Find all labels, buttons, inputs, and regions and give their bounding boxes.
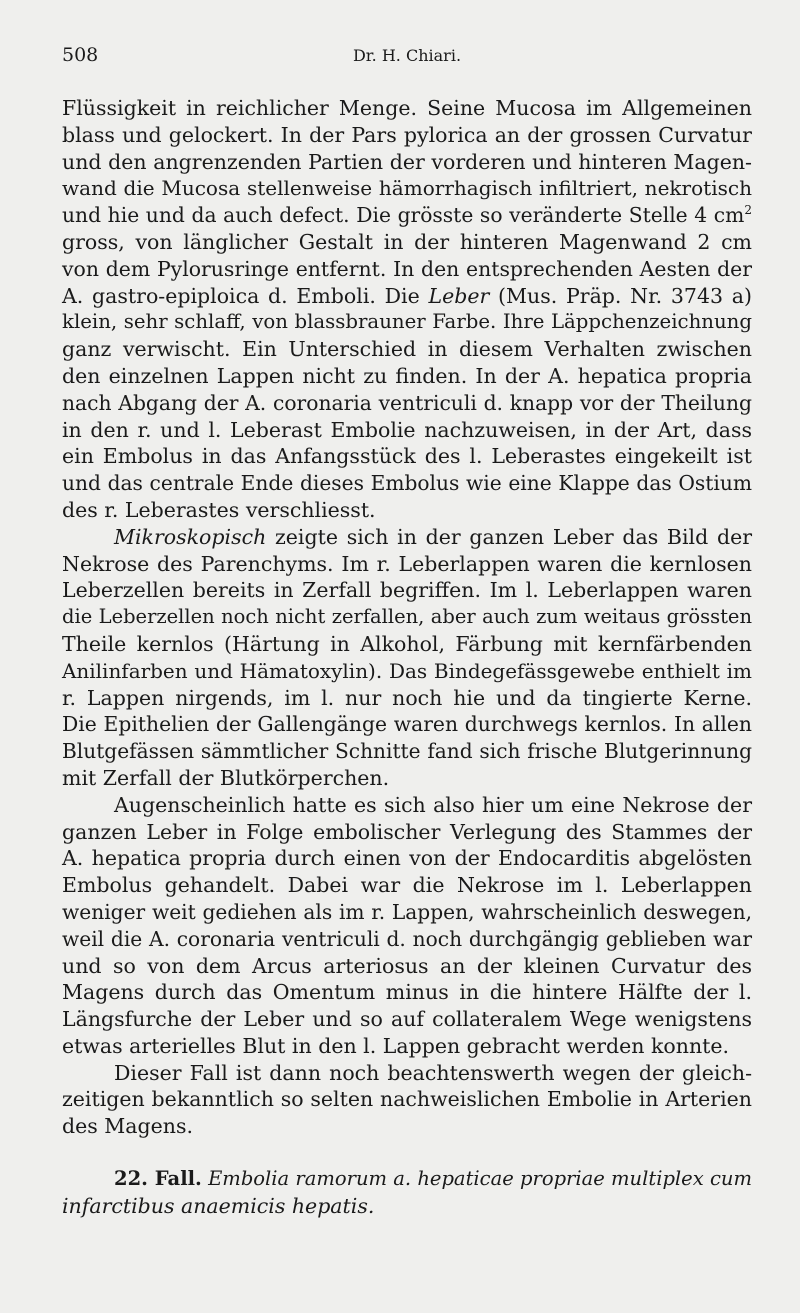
text-line: Magens durch das Omentum minus in die hintere Hälfte der l.	[62, 980, 752, 1005]
text-line: die Leberzellen noch nicht zerfallen, aber auch zum weitaus grössten	[62, 605, 752, 629]
text-line: des Magens.	[62, 1114, 193, 1139]
text-line: ein Embolus in das Anfangsstück des l. Leberastes eingekeilt ist	[62, 444, 752, 469]
italic-term: Mikroskopisch	[114, 524, 267, 549]
text-line: r. Lappen nirgends, im l. nur noch hie und da tingierte Kerne.	[62, 685, 752, 710]
text-line: zeitigen bekanntlich so selten nachweislichen Embolie in Arterien	[62, 1087, 752, 1112]
case-title-continued: infarctibus anaemicis hepatis.	[62, 1193, 375, 1218]
paragraph-4	[62, 1060, 752, 1140]
text-line: Nekrose des Parenchyms. Im r. Leberlappen waren die kernlosen	[62, 551, 752, 576]
text-line: Längsfurche der Leber und so auf collateralem Wege wenigstens	[62, 1007, 752, 1032]
text-line: weil die A. coronaria ventriculi d. noch durchgängig geblieben war	[62, 926, 752, 951]
text-line: Blutgefässen sämmtlicher Schnitte fand sich frische Blutgerinnung	[62, 739, 752, 764]
text-span: und hie und da auch defect. Die grösste so veränderte Stelle 4 cm	[62, 203, 745, 228]
running-head: Dr. H. Chiari.	[352, 46, 462, 65]
text-line	[62, 202, 752, 229]
text-line: weniger weit gediehen als im r. Lappen, wahrscheinlich deswegen,	[62, 899, 752, 924]
text-line: und so von dem Arcus arteriosus an der kleinen Curvatur des	[62, 953, 752, 978]
text-line: ganzen Leber in Folge embolischer Verlegung des Stammes der	[62, 819, 752, 844]
text-span: zeigte sich in der ganzen Leber das Bild der	[266, 524, 752, 549]
text-line: wand die Mucosa stellenweise hämorrhagisch infiltriert, nekrotisch	[62, 176, 752, 201]
paragraph-3	[62, 792, 752, 1060]
text-line: etwas arterielles Blut in den l. Lappen gebracht werden konnte.	[62, 1033, 730, 1058]
text-line: gross, von länglicher Gestalt in der hinteren Magenwand 2 cm	[62, 229, 752, 254]
page-header	[62, 44, 752, 74]
case-title: Embolia ramorum a. hepaticae propriae multiplex cum	[208, 1167, 752, 1191]
section-spacer	[62, 1140, 752, 1166]
text-line	[62, 1166, 752, 1193]
text-line: und den angrenzenden Partien der vorderen und hinteren Magen-	[62, 149, 752, 174]
text-line: ganz verwischt. Ein Unterschied in diesem Verhalten zwischen	[62, 337, 752, 362]
paragraph-2	[62, 524, 752, 792]
case-label: 22. Fall.	[114, 1167, 202, 1191]
case-heading	[62, 1166, 752, 1220]
text-line: Embolus gehandelt. Dabei war die Nekrose im l. Leberlappen	[62, 873, 752, 898]
text-line: klein, sehr schlaff, von blassbrauner Farbe. Ihre Läppchenzeichnung	[62, 310, 752, 334]
text-line	[62, 524, 752, 551]
text-line: nach Abgang der A. coronaria ventriculi d. knapp vor der Theilung	[62, 390, 752, 415]
text-line: von dem Pylorusringe entfernt. In den entsprechenden Aesten der	[62, 256, 752, 281]
italic-term: Leber	[428, 283, 490, 308]
text-span: A. gastro-epiploica d. Emboli. Die	[62, 283, 429, 308]
text-span: (Mus. Präp. Nr. 3743 a)	[489, 283, 752, 308]
superscript: 2	[744, 203, 752, 218]
paragraph-1	[62, 95, 752, 524]
text-line: des r. Leberastes verschliesst.	[62, 497, 376, 522]
text-line: Augenscheinlich hatte es sich also hier um eine Nekrose der	[114, 792, 752, 817]
text-line	[62, 283, 752, 310]
text-line: den einzelnen Lappen nicht zu finden. In der A. hepatica propria	[62, 363, 752, 388]
text-line: und das centrale Ende dieses Embolus wie eine Klappe das Ostium	[62, 471, 752, 496]
text-line: Theile kernlos (Härtung in Alkohol, Färbung mit kernfärbenden	[62, 631, 752, 656]
text-line: Leberzellen bereits in Zerfall begriffen. Im l. Leberlappen waren	[62, 578, 752, 603]
text-line: Dieser Fall ist dann noch beachtenswerth wegen der gleich-	[114, 1060, 752, 1085]
body-text	[62, 95, 752, 1220]
page-number: 508	[62, 44, 99, 66]
text-line: blass und gelockert. In der Pars pylorica an der grossen Curvatur	[62, 122, 752, 147]
text-line: mit Zerfall der Blutkörperchen.	[62, 765, 390, 790]
text-line: A. hepatica propria durch einen von der Endocarditis abgelösten	[62, 846, 752, 871]
text-line: Die Epithelien der Gallengänge waren durchwegs kernlos. In allen	[62, 712, 752, 737]
text-line: Anilinfarben und Hämatoxylin). Das Bindegefässgewebe enthielt im	[62, 658, 752, 683]
text-line: Flüssigkeit in reichlicher Menge. Seine Mucosa im Allgemeinen	[62, 96, 752, 120]
text-line: in den r. und l. Leberast Embolie nachzuweisen, in der Art, dass	[62, 417, 752, 442]
